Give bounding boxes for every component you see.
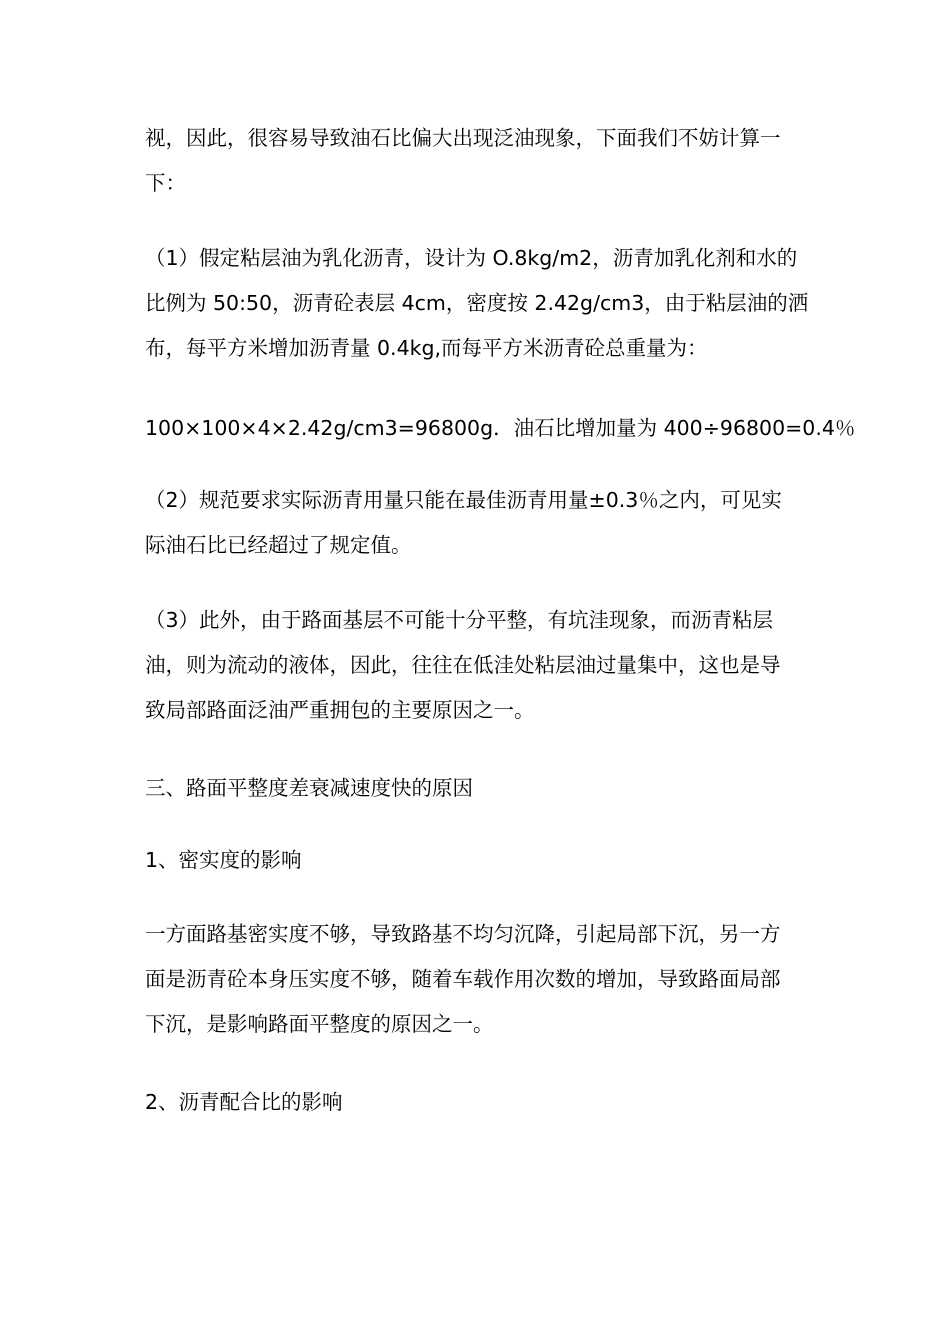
paragraph-calculation: [145, 406, 856, 451]
paragraph-continuation: [145, 116, 810, 206]
text-line: 面是沥青砼本身压实度不够，随着车载作用次数的增加，导致路面局部: [145, 967, 781, 991]
subsection-heading-1: [145, 838, 810, 883]
text-line: 视，因此，很容易导致油石比偏大出现泛油现象，下面我们不妨计算一: [145, 126, 781, 150]
text-line: 油，则为流动的液体，因此，往往在低洼处粘层油过量集中，这也是导: [145, 653, 781, 677]
text-line: 2、沥青配合比的影响: [145, 1090, 343, 1114]
text-line: 际油石比已经超过了规定值。: [145, 533, 412, 557]
text-line: 布，每平方米增加沥青量 0.4kg,而每平方米沥青砼总重量为：: [145, 336, 708, 360]
text-line: 下沉，是影响路面平整度的原因之一。: [145, 1012, 494, 1036]
text-line: 致局部路面泛油严重拥包的主要原因之一。: [145, 698, 535, 722]
text-line: 1、密实度的影响: [145, 848, 302, 872]
text-line: 三、路面平整度差衰减速度快的原因: [145, 776, 473, 800]
text-line: （1）假定粘层油为乳化沥青，设计为 O.8kg/m2，沥青加乳化剂和水的: [145, 246, 798, 270]
paragraph-compaction: [145, 912, 810, 1047]
text-line: 一方面路基密实度不够，导致路基不均匀沉降，引起局部下沉，另一方: [145, 922, 781, 946]
paragraph-item-2: [145, 478, 810, 568]
text-line: （2）规范要求实际沥青用量只能在最佳沥青用量±0.3％之内，可见实: [145, 488, 782, 512]
section-heading-3: [145, 766, 810, 811]
text-line: 比例为 50:50，沥青砼表层 4cm，密度按 2.42g/cm3，由于粘层油的洒: [145, 291, 809, 315]
text-line: 下：: [145, 171, 186, 195]
paragraph-item-3: [145, 598, 810, 733]
paragraph-item-1: [145, 236, 810, 371]
subsection-heading-2: [145, 1080, 810, 1125]
text-line: （3）此外，由于路面基层不可能十分平整，有坑洼现象，而沥青粘层: [145, 608, 774, 632]
text-line: 100×100×4×2.42g/cm3=96800g．油石比增加量为 400÷96800=0.4％: [145, 416, 856, 440]
